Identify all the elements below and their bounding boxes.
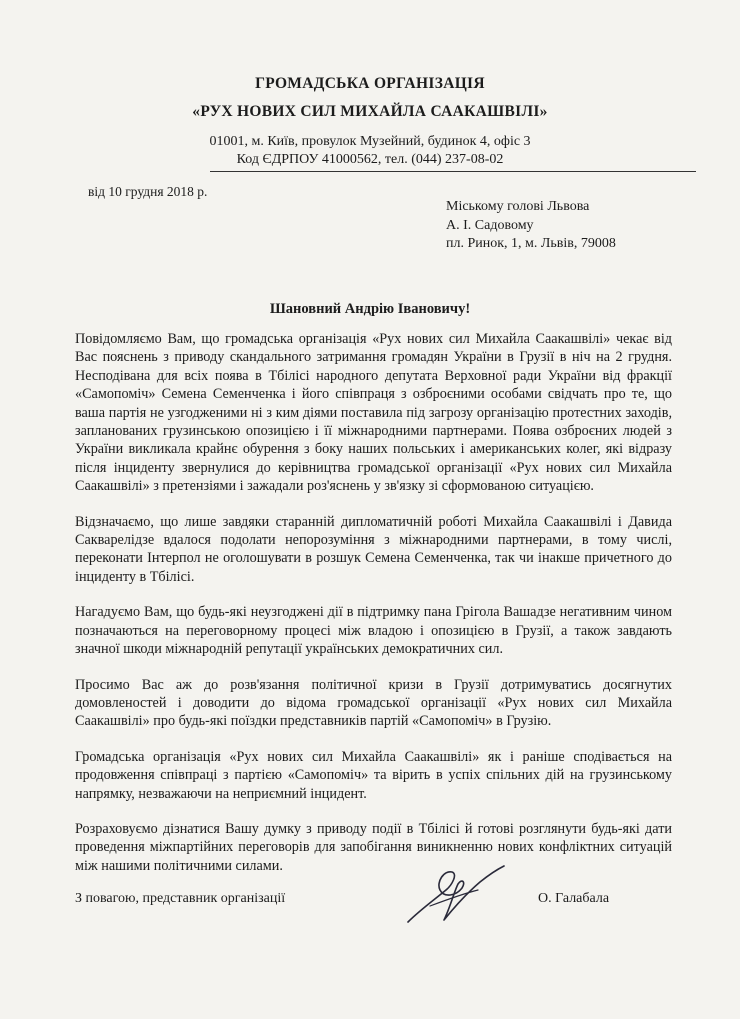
org-code-phone: Код ЄДРПОУ 41000562, тел. (044) 237-08-02 [236, 152, 504, 167]
letter-date: від 10 грудня 2018 р. [88, 184, 208, 199]
paragraph-5: Громадська організація «Рух нових сил Михайла Саакашвілі» як і раніше сподівається на продовження співпраці з партією «Самопоміч» та вірить в успіх спільних дій на грузинському напрямку, незважаючи на неприємний інцидент. [75, 748, 672, 802]
recipient-block [446, 198, 616, 254]
org-name-heading: «РУХ НОВИХ СИЛ МИХАЙЛА СААКАШВІЛІ» [192, 103, 548, 120]
paragraph-2: Відзначаємо, що лише завдяки старанній дипломатичній роботі Михайла Саакашвілі і Давида Сакварелідзе вдалося подолати непорозуміння з міжнародними партнерами, в тому числі, переконати Інтерпол не оголошувати в розшук Семена Семенченка, так чи інакше причетного до інциденту в Тбілісі. [75, 513, 672, 585]
letter-body [75, 330, 672, 892]
paragraph-3: Нагадуємо Вам, що будь-які неузгоджені дії в підтримку пана Грігола Вашадзе негативним чином позначаються на переговорному процесі між владою і опозицією в Грузії, а також завдають значної шкоди міжнародній репутації українських демократичних сил. [75, 604, 672, 658]
handwritten-signature [400, 860, 510, 932]
recipient-title: Міському голові Львова [446, 199, 590, 214]
org-type-heading: ГРОМАДСЬКА ОРГАНІЗАЦІЯ [255, 75, 485, 92]
closing-line: З повагою, представник організації [75, 891, 286, 906]
recipient-name: А. І. Садовому [446, 217, 534, 233]
signer-name: О. Галабала [538, 891, 610, 906]
letterhead-divider [210, 171, 696, 172]
org-address: 01001, м. Київ, провулок Музейний, будинок 4, офіс 3 [209, 134, 531, 149]
recipient-address: пл. Ринок, 1, м. Львів, 79008 [446, 236, 616, 251]
greeting: Шановний Андрію Івановичу! [269, 301, 471, 317]
paragraph-4: Просимо Вас аж до розв'язання політичної кризи в Грузії дотримуватись досягнутих домовленостей і доводити до відома громадської організації «Рух нових сил Михайла Саакашвілі» про будь-які поїздки представників партій «Самопоміч» в Грузію. [75, 676, 672, 730]
paragraph-1: Повідомляємо Вам, що громадська організація «Рух нових сил Михайла Саакашвілі» чекає від Вас пояснень з приводу скандального затримання громадян України в Грузії в ніч на 2 грудня. Несподівана для всіх поява в Тбілісі народного депутата Верховної ради України від фракції «Самопоміч» Семена Семенченка і його співпраця з озброєними особами свідчать про те, що ваша партія не узгодженими ні з ким діями поставила під загрозу організацію протестних заходів, запланованих грузинською опозицією і її міжнародними партнерами. Поява озброєних людей з України викликала крайнє обурення з боку наших польських і американських колег, які відразу після інциденту звернулися до керівництва громадської організації «Рух нових сил Михайла Саакашвілі» з претензіями і зажадали роз'яснень у зв'язку зі сформованою ситуацією. [75, 331, 672, 495]
paragraph-6: Розраховуємо дізнатися Вашу думку з приводу події в Тбілісі й готові розглянути будь-які дати проведення міжпартійних переговорів для запобігання виникненню нових конфліктних ситуацій між нашими політичними силами. [75, 820, 672, 874]
